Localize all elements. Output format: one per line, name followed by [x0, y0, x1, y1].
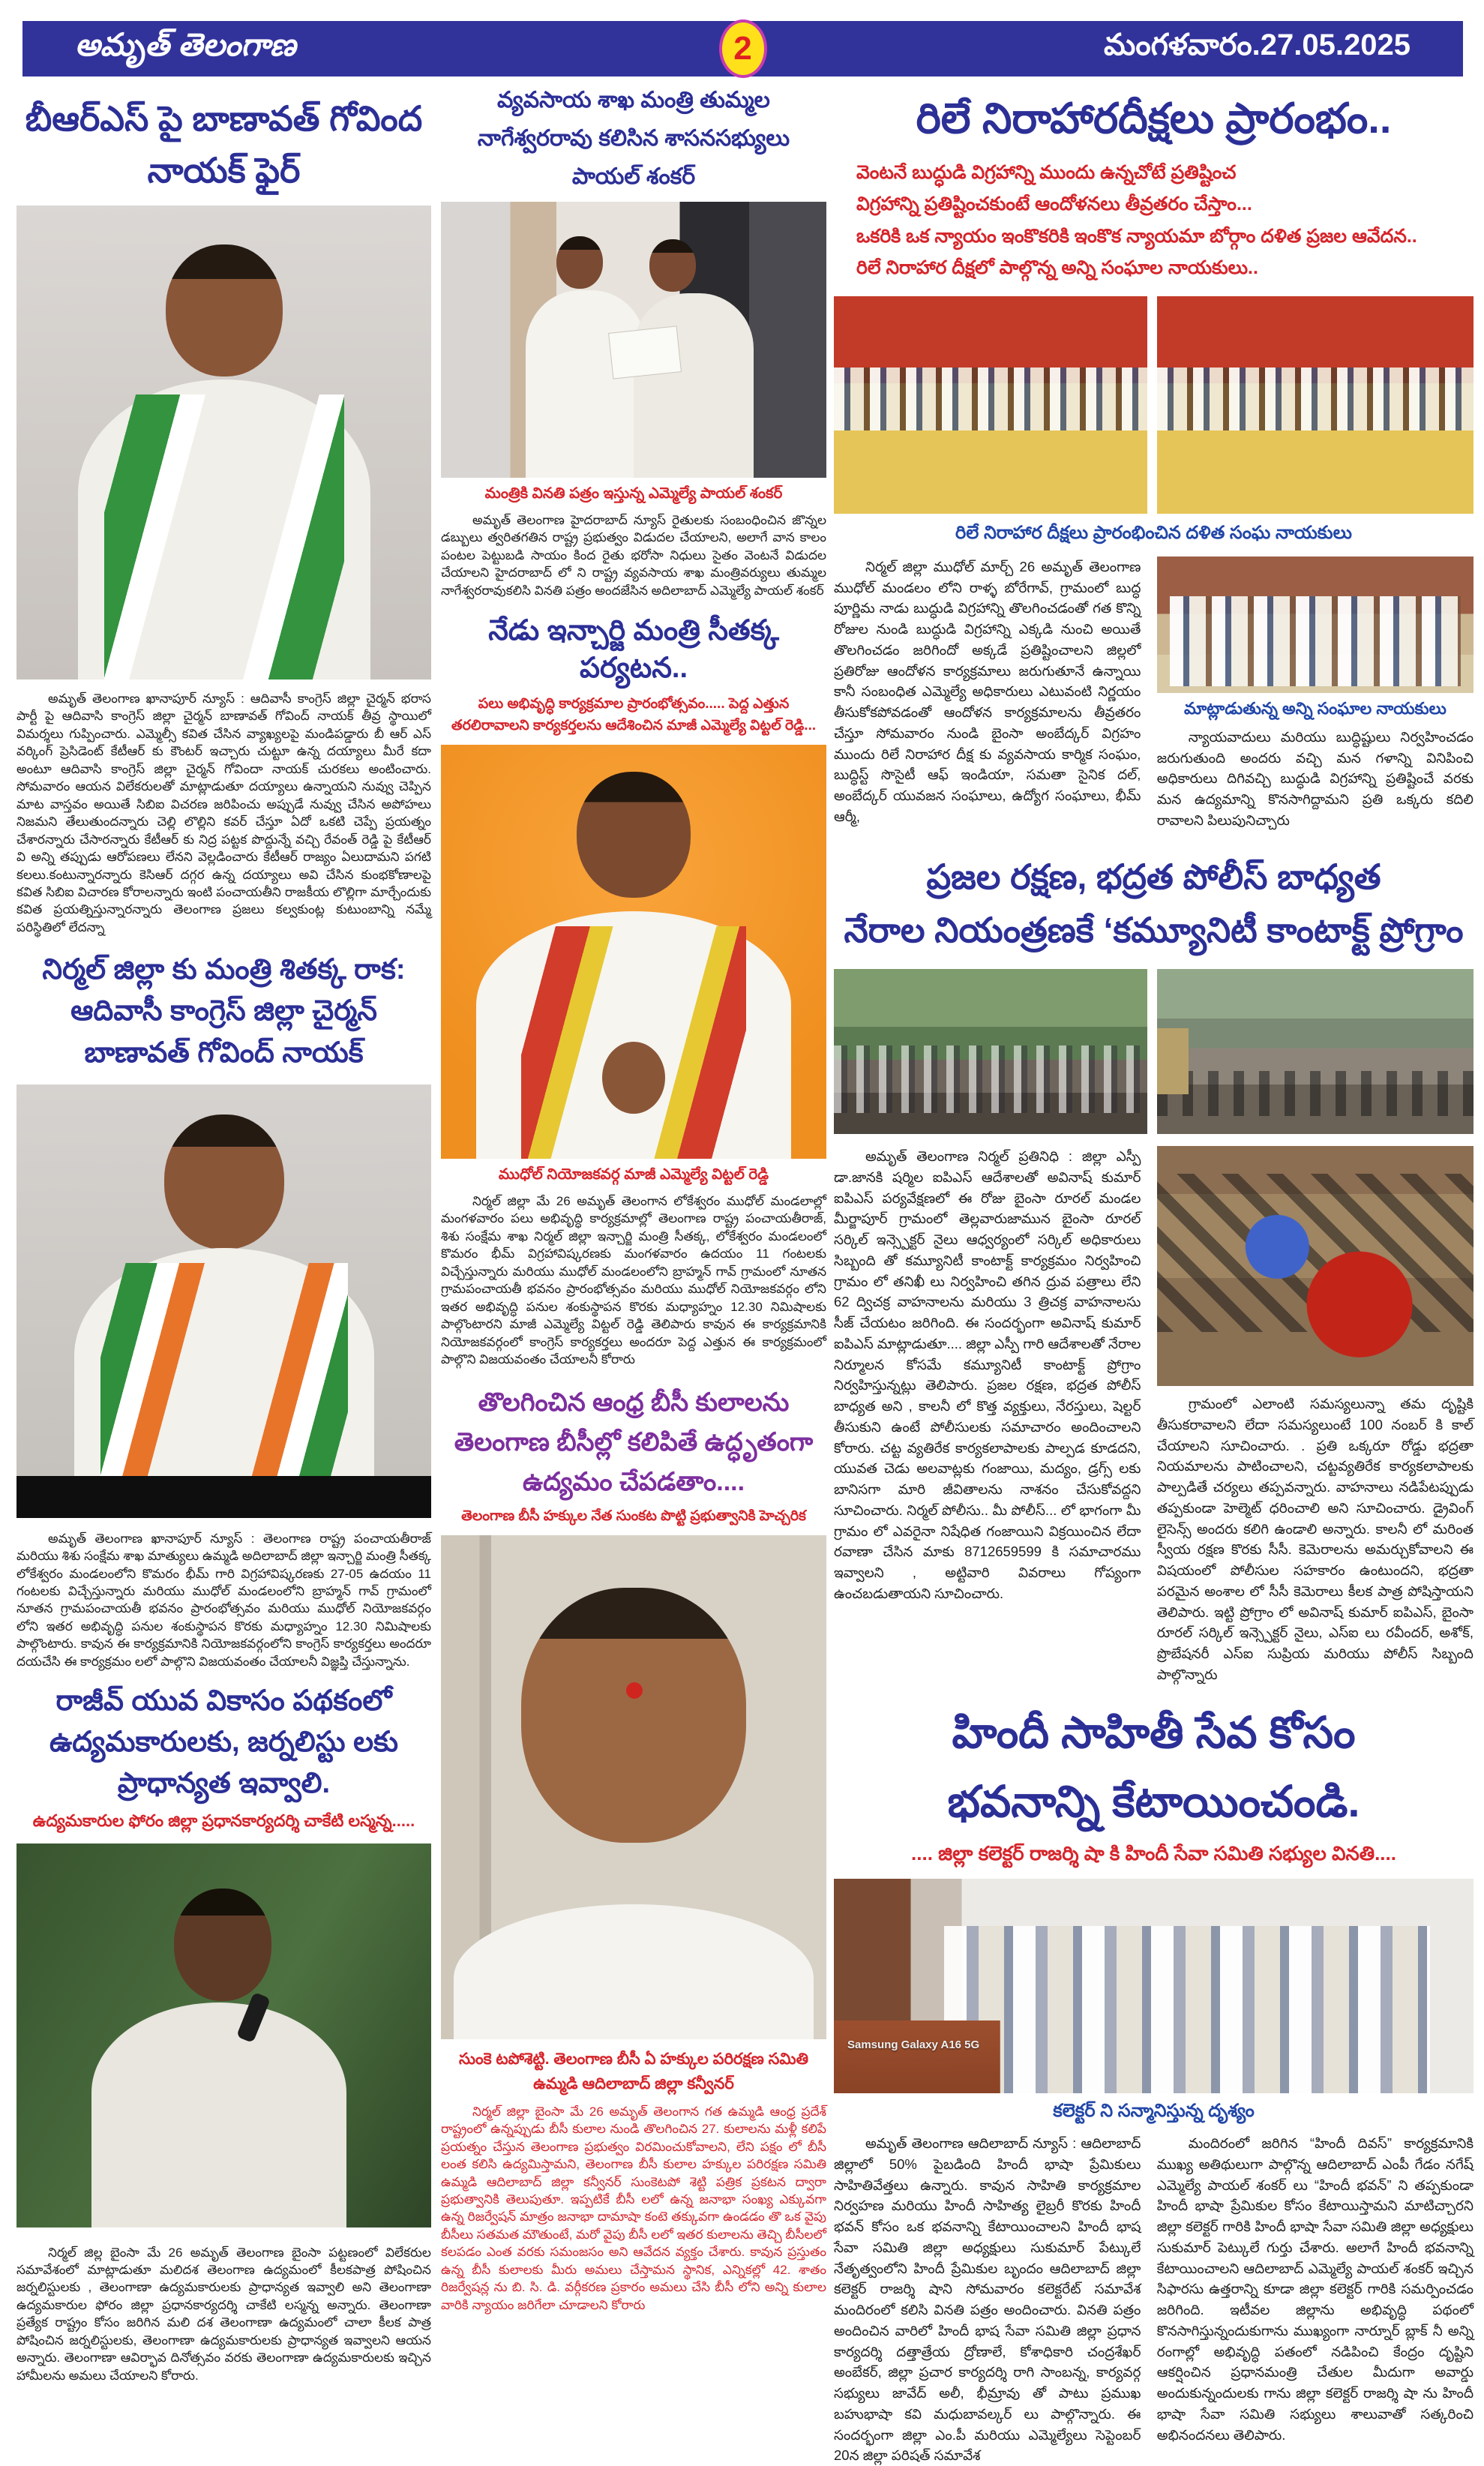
page-number-badge: 2 [719, 20, 767, 78]
deck-hindi-request: .... జిల్లా కలెక్టర్ రాజర్శి షా కి హిందీ సేవా సమితి సభ్యుల వినతి.... [911, 1842, 1396, 1865]
community-headline-block [834, 850, 1474, 958]
headline-community-line1: ప్రజల రక్షణ, భద్రత పోలీస్ బాధ్యత [926, 856, 1381, 896]
body-bc-article: నిర్మల్ జిల్లా బైంసా మే 26 అమృత్ తెలంగాన గత ఉమ్మడి ఆంధ్ర ప్రదేశ్ రాష్ట్రంలో ఉన్నప్పుడు బీసీ కులాల నుండి తొలగించిన 27. కులాలను మళ్లీ కలిపే ప్రయత్నం చేస్తున తెలంగాణ ప్రభుత్వం విరమించుకోవాలని, లేని పక్షం లో బీసీ లంత కలిసి ఉద్యమిస్తామని, తెలంగాణ బీసీ కులాల హక్కుల పరిరక్షణ సమితి ఉమ్మడి ఆదిలాబాద్ జిల్లా కన్వీనర్ సుంకెటపో శెట్టి పత్రిక ప్రకటన ద్వారా ప్రభుత్వానికి తెలుపుతూ. ఇప్పటికే బీసీ లలో ఉన్న జనాభా సంఖ్య ఎక్కువగా ఉన్న రిజర్వేషన్ మాత్రం జనాభా దామాషా కంటె తక్కువగా ఉండడం తొ ఒక వైపు బీసీలు సతమత మౌతుంటే, మరో వైపు బీసీ లలో ఇతర కులాలను తెచ్చి బీసీలలో కలపడం ఎంత వరకు సమంజసం అని ఆవేదన వ్యక్తం చేశారు. కావున ప్రస్తుతం ఉన్న బీసీ కులాలకు మీరు అమలు చేస్తామన స్థానిక, ఎన్నికల్లో 42. శాతం రిజర్వేషన్ల ను బి. సి. డి. వర్గీకరణ ప్రకారం అమలు చేసి బీసీ లోని అన్ని కులాల వారికి న్యాయం జరిగేలా చూడాలని కోరారు [441, 2104, 826, 2312]
photo-govind-nayak-portrait [16, 1084, 431, 1518]
relay-right-block [1157, 556, 1474, 831]
date-line: మంగళవారం.27.05.2025 [1104, 28, 1411, 62]
middle-column [441, 81, 826, 2314]
body-rajiv-article: నిర్మల్ జిల్ల బైంసా మే 26 అమృత్ తెలంగాణ బైంసా పట్టణంలో విలేకరుల సమావేశంలో మాట్లాడుతూ మలిదశ తెలంగాణ ఉద్యమంలో కీలకపాత్ర పోషించిన జర్నలిస్టులకు , తెలంగాణా ఉద్యమకారులకు ప్రాధాన్యత ఇవ్వాలి అని తెలంగాణా ఉద్యమకారుల ఫోరం జిల్లా ప్రధానకార్యదర్శి చాకేటి లస్మన్న అన్నారు. తెలంగాణా ప్రత్యేక రాష్ట్రం కోసం జరిగిన మలి దశ తెలంగాణా ఉద్యమంలో చాలా కీలక పాత్ర పోషించిన జర్నలిస్టులకు, తెలంగాణా ఉద్యమకారులకు ప్రాధాన్యత ఇవ్వాలని ఆయన అన్నారు. తెలంగాణా ఆవిర్భావ దినోత్సవం వరకు తెలంగాణా ఉద్యమకారులకు ఇచ్చిన హామీలను అమలు చేయాలని కోరారు. [16, 2245, 431, 2383]
kicker-rajiv-yuva: ఉద్యమకారుల ఫోరం జిల్లా ప్రధానకార్యదర్శి చాకేటి లస్మన్న..... [32, 1810, 415, 1830]
caption-payal-shankar: మంత్రికి వినతి పత్రం ఇస్తున్న ఎమ్మెల్యే పాయల్ శంకర్ [484, 485, 783, 502]
photo-community-crowd [834, 969, 1147, 1134]
relay-photos-row [834, 296, 1474, 514]
subhead-sitakka-visit: నిర్మల్ జిల్లా కు మంత్రి శితక్క రాక: ఆదివాసీ కాంగ్రెస్ జిల్లా చైర్మన్ బాణావత్ గోవింద్ నాయక్ [42, 954, 406, 1069]
photo-collector-felicitation [834, 1879, 1474, 2093]
body-sitakka-tour: నిర్మల్ జిల్లా మే 26 అమృత్ తెలంగాన లోకేశ్వరం ముధోల్ మండలాల్లో మంగళవారం పలు అభివృద్ధి కార్యక్రమాల్లో తెలంగాణ రాష్ట్ర పంచాయతీరాజ్, శిశు సంక్షేమ శాఖ నిర్మల్ జిల్లా ఇన్చార్జి మంత్రి సీతక్క, లోకేశ్వరం మండలంలో కొమరం భీమ్ విగ్రహావిష్కరణకు మంగళవారం ఉదయం 11 గంటలకు విచ్చేస్తున్నారు మరియు ముధోల్ మండలంలోని బ్రాహ్మన్ గావ్ గ్రామంలో నూతన గ్రామపంచాయతీ భవనం ప్రారంభోత్సవం మరియు ముధోల్ నియోజకవర్గం లోని ఇతర అభివృద్ధి పనుల శంకుస్థాపన కొరకు మధ్యాహ్నం 12.30 నిమిషాలకు పాల్గొంటారని మాజీ ఎమ్మెల్యే విట్టల్ రెడ్డి తెలిపారు కావున ఈ కార్యక్రమానికి నియోజకవర్గంలో కాంగ్రెస్ కార్యకర్తలు అందరూ పెద్ద ఎత్తున ఈ కార్యక్రమంలో పాల్గొని విజయవంతం చేయాలనీ కోరారు [441, 1193, 826, 1366]
community-body-grid [834, 1146, 1474, 1685]
left-column [16, 88, 431, 2384]
photo-chaketi-laxmanna [16, 1844, 431, 2228]
caption-collector-felicitation: కలెక్టర్ ని సన్మానిస్తున్న దృశ్యం [1053, 2101, 1255, 2122]
caption-relay-leaders: రిలే నిరాహార దీక్షలు ప్రారంభించిన దళిత సంఘ నాయకులు [955, 522, 1352, 543]
relay-deck-line: వెంటనే బుద్ధుడి విగ్రహాన్ని ముందు ఉన్నచోటే ప్రతిష్టించ [856, 161, 1237, 183]
photo-relay-tent-2 [1157, 296, 1474, 514]
caption-speaking-leaders: మాట్లాడుతున్న అన్ని సంఘాల నాయకులు [1183, 698, 1447, 718]
headline-community-line2: నేరాల నియంత్రణకే ‘కమ్యూనిటీ కాంటాక్ట్ ప్రోగ్రాం [844, 910, 1464, 950]
photo-vittal-reddy [441, 745, 826, 1159]
headline-hindi-line1: హిందీ సాహితీ సేవ కోసం [952, 1708, 1356, 1757]
deck-bc-agitation: తెలంగాణ బీసీ హక్కుల నేత సుంకట పొట్టి ప్రభుత్వానికి హెచ్చరిక [461, 1508, 806, 1524]
body-hindi-left: అమృత్ తెలంగాణ ఆదిలాబాద్ న్యూస్ : ఆదిలాబాద్ జిల్లాలో 50% పైబడింది హిందీ భాషా ప్రేమికులు సాహితివేత్తలు ఉన్నారు. కావున సాహితి కార్యక్రమాల నిర్వహణ మరియు హిందీ సాహిత్య లైబ్రరీ కొరకు హిందీ భవన్ కోసం ఒక భవనాన్ని కేటాయించాలని హిందీ భాష సేవా సమితి జిల్లా అధ్యక్షులు సుకుమార్ పేట్కులే నేతృత్వంలోని హిందీ ప్రేమికుల బృందం ఆదిలాబాద్ జిల్లా కలెక్టర్ రాజర్శి షాని సోమవారం కలెక్టరేట్ సమావేశ మందిరంలో కలిసి వినతి పత్రం అందించారు. వినతి పత్రం అందించిన వారిలో హిందీ భాష సేవా సమితి జిల్లా ప్రధాన కార్యదర్శి దత్తాత్రేయ ద్రోణాలే, కోశాధికారి చంద్రశేఖర్ అంబేకర్, జిల్లా ప్రచార కార్యదర్శి రాగి సాంబన్న, కార్యవర్గ సభ్యులు జావేద్ అలీ, భీమ్రావు తో పాటు ప్రముఖ బహుభాషా కవి మధుబావల్కర్ లు పాల్గొన్నారు. ఈ సందర్భంగా జిల్లా ఎం.పీ మరియు ఎమ్మెల్యేలు సెప్టెంబర్ 20న జిల్లా పరిషత్ సమావేశ [834, 2135, 1141, 2464]
community-right-block [1157, 1146, 1474, 1685]
photo-sunke-tapposhetty [441, 1535, 826, 2039]
photo-minister-meeting [441, 202, 826, 478]
paper-title: అమృత్ తెలంగాణ [75, 26, 296, 62]
caption-vittal-reddy: ముధోల్ నియోజకవర్గ మాజీ ఎమ్మెల్యే విట్టల్ రెడ్డి [498, 1166, 769, 1183]
headline-relay-strike: రిలే నిరాహారదీక్షలు ప్రారంభం.. [916, 94, 1392, 142]
headline-brs-fire: బీఆర్ఎస్ పై బాణావత్ గోవింద నాయక్ ఫైర్ [25, 99, 423, 190]
relay-body-grid [834, 556, 1474, 831]
body-relay-left: నిర్మల్ జిల్లా ముధోల్ మార్చ్ 26 అమృత్ తెలంగాణ ముధోల్ మండలం లోని రాళ్ళ బోరేగావ్, గ్రామంలో బుద్ధ పూర్ణిమ నాడు బుద్ధుడి విగ్రహాన్ని తొలగించడంతో గత కొన్ని రోజుల నుండి బుద్ధుడి విగ్రహాన్ని ఎక్కడి నుంచి అయితే తొలగించడం జరిగిందో అక్కడే ప్రతిష్టించాలని జిల్లలో ప్రతిరోజు ఆందోళన కార్యక్రమాలు జరుగుతూనే ఉన్నాయి కానీ సంబంధిత ఎమ్మెల్యే అధికారులు ఎటువంటి నిర్ణయం తీసుకోకపోవడంతో ఆందోళన కార్యక్రమాలను తీవ్రతరం చేస్తూ సోమవారం నుండి బైంసా అంబేద్కర్ విగ్రహం ముందు రిలే నిరాహార దీక్ష కు వ్యవసాయ కార్మిక సంఘం, బుద్ధిస్ట్ సొసైటీ ఆఫ్ ఇండియా, సమతా సైనిక దల్, అంబేద్కర్ యువజన సంఘాలు, ఉద్యోగ సంఘాలు, భీమ్ ఆర్మీ, [834, 558, 1141, 824]
deck-sitakka-tour: పలు అభివృద్ధి కార్యక్రమాల ప్రారంభోత్సవం..... పెద్ద ఎత్తున తరలిరావాలని కార్యకర్తలను ఆదేశించిన మాజీ ఎమ్మెల్యే విట్టల్ రెడ్డి... [451, 696, 817, 734]
photo-sangha-leaders-group [1157, 556, 1474, 693]
headline-thummala-meet: వ్యవసాయ శాఖ మంత్రి తుమ్మల నాగేశ్వరరావు కలిసిన శాసనసభ్యులు పాయల్ శంకర్ [477, 88, 790, 189]
photo-watermark: Samsung Galaxy A16 5G [847, 2038, 980, 2052]
relay-deck-line: విగ్రహాన్ని ప్రతిష్టించకుంటే ఆందోళనలు తీవ్రతరం చేస్తాం... [856, 194, 1252, 215]
photo-banavath-govind-nayak [16, 206, 431, 680]
headline-bc-agitation: తొలగించిన ఆంధ్ర బీసీ కులాలను తెలంగాణ బీసీల్లో కలిపితే ఉద్ధృతంగా ఉద్యమం చేపడతాం.... [454, 1388, 814, 1496]
relay-deck-line: ఒకరికి ఒక న్యాయం ఇంకొకరికి ఇంకొక న్యాయమా బోర్గాం దళిత ప్రజల ఆవేదన.. [856, 225, 1417, 247]
body-relay-right: న్యాయవాదులు మరియు బుద్ధిష్టులు నిర్వహించడం జరుగుతుంది అందరు వచ్చి మన గళాన్ని వినిపించి అధికారులు దిగివచ్చి బుద్ధుడి విగ్రహాన్ని ప్రతిష్టించే వరకు మన ఉద్యమాన్ని కొనసాగిద్దామని ప్రతి ఒక్కరు కదిలి రావాలని పిలుపునిచ్చారు [1156, 728, 1474, 828]
photo-relay-tent-1 [834, 296, 1147, 514]
hindi-body-grid [834, 2133, 1474, 2466]
headline-rajiv-yuva: రాజీవ్ యువ వికాసం పథకంలో ఉద్యమకారులకు, జర్నలిస్టు లకు ప్రాధాన్యత ఇవ్వాలి. [49, 1685, 399, 1800]
body-brs-article: అమృత్ తెలంగాణ ఖానాపూర్ న్యూస్ : ఆదివాసీ కాంగ్రెస్ జిల్లా చైర్మన్ భరాస పార్టీ పై ఆదివాసి కాంగ్రెస్ జిల్లా చైర్మన్ బాణావత్ గోవింద్ నాయక్ తీవ్ర స్థాయిలో విమర్శలు గుప్పించారు. ఎమ్మెల్సీ కవిత చేసిన వ్యాఖ్యలపై మండిపడ్డారు బీ ఆర్ ఎస్ వర్కింగ్ ప్రెసిడెంట్ కేటీఆర్ కు కౌంటర్ ఇచ్చారు చుట్టూ ఉన్న దయ్యాలు మీరే కదా అంటూ ఆదివాసి కాంగ్రెస్ జిల్లా చైర్మన్ గోవిందా నాయక్ చురకలు అంటించారు. సోమవారం ఆయన విలేకరులతో మాట్లాడుతూ దయ్యాలు ఉన్నాయని నువ్వు చెప్పిన మాట వాస్తవం అయితే సిబిఐ విచరణ జరిపించు అప్పుడే నువ్వు చేసిన అపోహలు నిజమని తేలుతుందన్నారు చెల్లి లొల్లిని కవర్ చేస్తూ ఏదో ఒకటి చెప్పే ప్రయత్నం చేశారన్నారు చేసారన్నారు కేటీఆర్ కు నిద్ర పట్టక పొద్దున్నే వచ్చి రేవంత్ రెడ్డి పై కేటీఆర్ వి అన్ని తప్పుడు ఆరోపణలు లేనని వెల్లడించారు కేటీఆర్ రాజ్యం ఏలుదామని పగటి కలలు.కంటున్నారన్నారు కెసిఆర్ దగ్గర ఉన్న దయ్యాలు అవి చేసిన కుంభకోణాలపై కవిత సిబిఐ విచారణ కోరాలన్నారు ఇంటి పంచాయతీని రాజకీయ లొల్లిగా మార్చేందుకు కవిత ప్రయత్నిస్తున్నారన్నారు తెలంగాణ ప్రజలు కల్వకుంట్ల కుటుంబాన్ని నమ్మే పరిస్థితిలో లేదన్నా [16, 692, 431, 934]
photo-community-police [1157, 969, 1474, 1134]
photo-seized-bikes [1157, 1146, 1474, 1386]
headline-sitakka-tour: నేడు ఇన్చార్జి మంత్రి సీతక్క పర్యటన.. [488, 615, 779, 684]
headline-hindi-line2: భవనాన్ని కేటాయించండి. [947, 1778, 1360, 1827]
body-community-right: గ్రామంలో ఎలాంటి సమస్యలున్నా తమ దృష్టికి తీసుకరావాలని లేదా సమస్యలుంటే 100 నంబర్ కి కాల్ చేయాలని సూచించారు. . ప్రతి ఒక్కరూ రోడ్డు భద్రతా నియమాలను పాటించాలని, చట్టవ్యతిరేక కార్యకలాపాలకు పాల్పడితే చర్యలు తప్పవన్నారు. వాహనాలు నడిపేటప్పుడు తప్పకుండా హెల్మెట్ ధరించాలి అని సూచించారు. డ్రైవింగ్ లైసెన్స్ అందరు కలిగి ఉండాలి అన్నారు. కాలనీ లో మరింత స్వీయ రక్షణ కొరకు సీసీ. కెమెరాలను అమర్చుకోవాలని ఈ విషయంలో పోలీసుల సహకారం ఉంటుందని, భద్రతా పరమైన అంశాల లో సీసీ కెమెరాలు కీలక పాత్ర పోషిస్తాయని తెలిపారు. ఇట్టి ప్రోగ్రాం లో అవినాష్ కుమార్ ఐపిఎస్, బైంసా రూరల్ సర్కిల్ ఇన్స్పెక్టర్ నైలు, ఎస్ఐ లు రవీందర్, అశోక్, ప్రొబేషనరీ ఎస్ఐ సుప్రియ మరియు పోలీస్ సిబ్బంది పాల్గొన్నారు [1156, 1396, 1474, 1682]
relay-deck-block [834, 157, 1474, 284]
body-community-left: అమృత్ తెలంగాణ నిర్మల్ ప్రతినిధి : జిల్లా ఎస్పీ డా.జానకి షర్మిల ఐపిఎస్ ఆదేశాలతో అవినాష్ కుమార్ ఐపిఎస్ పర్యవేక్షణలో ఈ రోజు బైంసా రూరల్ మండల మీర్జాపూర్ గ్రామంలో తెల్లవారుజామున బైంసా రూరల్ సర్కిల్ ఇన్స్పెక్టర్ నైలు ఆధ్వర్యంలో సర్కిల్ అధికారులు సిబ్బంది తో కమ్యూనిటీ కాంటాక్ట్ కార్యక్రమం నిర్వహించి గ్రామం లో తనిఖీ లు నిర్వహించి తగిన ద్రువ పత్రాలు లేని 62 ద్విచక్ర వాహనాలను మరియు 3 త్రిచక్ర వాహనాలసు సీజ్ చేయటం జరిగింది. ఈ సందర్భంగా అవినాష్ కుమార్ ఐపిఎస్ మాట్లాడుతూ.... జిల్లా ఎస్పీ గారి ఆదేశాలతో నేరాల నిర్మూలన కోసమే కమ్యూనిటీ కాంటాక్ట్ ప్రోగ్రాం నిర్వహిస్తున్నట్లు తెలిపారు. ప్రజల రక్షణ, భద్రత పోలీస్ బాధ్యత అని , కాలనీ లో కొత్త వ్యక్తులు, నేరస్తులు, షెల్టర్ తీసుకుని ఉంటే పోలీసులకు సమాచారం అందించాలని కోరారు. చట్ట వ్యతిరేక కార్యకలాపాలకు పాల్పడ కూడదని, యువత చెడు అలవాట్లకు గంజాయి, మద్యం, డ్రగ్స్ లకు బానిసగా మారి జీవితాలను నాశనం చేసుకోవద్దని సూచించారు. నిర్మల్ పోలీసు.. మీ పోలీస్... లో భాగంగా మీ గ్రామం లో ఎవరైనా నిషేధిత గంజాయిని విక్రయించిన లేదా రవాణా చేసిన మాకు 8712659599 కి సమాచారము ఇవ్వాలని , అట్టివారి వివరాలు గోప్యంగా ఉంచబడుతాయని సూచించారు. [834, 1148, 1141, 1601]
relay-deck-line: రిలే నిరాహార దీక్షలో పాల్గొన్న అన్ని సంఘాల నాయకులు.. [856, 257, 1258, 279]
community-photos-row [834, 969, 1474, 1134]
body-sitakka-article: అమృత్ తెలంగాణ ఖానాపూర్ న్యూస్ : తెలంగాణ రాష్ట్ర పంచాయతీరాజ్ మరియు శిశు సంక్షేమ శాఖ మాత్యులు ఉమ్మడి అదిలాబాద్ జిల్లా ఇన్చార్జి మంత్రి సీతక్క లోకేశ్వరం మండలంలోని కొమరం భీమ్ గారి విగ్రహావిష్కరణకు 27-05 ఉదయం 11 గంటలకు విచ్చేస్తున్నారు మరియు ముధోల్ మండలంలోని బ్రాహ్మన్ గావ్ గ్రామంలో నూతన గ్రామపంచాయతీ భవనం ప్రారంభోత్సవం మరియు ముధోల్ నియోజకవర్గం లోని ఇతర అభివృద్ధి పనుల శంకుస్థాపన కొరకు మధ్యాహ్నం 12.30 నిమిషాలకు పాల్గొంటారు. కావున ఈ కార్యక్రమానికి నియోజకవర్గంలోని కాంగ్రెస్ కార్యకర్తలు అందరూ దయచేసి ఈ కార్యక్రమం లలో పాల్గొని విజయవంతం చేయాలనీ విజ్ఞప్తి చేస్తున్నాను. [16, 1531, 431, 1669]
right-column [834, 92, 1474, 2466]
caption-sunke-tapposhetty: సుంకె టపోశెట్టి. తెలంగాణ బీసీ ఏ హక్కుల పరిరక్షణ సమితి ఉమ్మడి ఆదిలాబాద్ జిల్లా కన్వీనర్ [458, 2050, 809, 2093]
hindi-headline-block [834, 1699, 1474, 1838]
masthead [22, 21, 1463, 76]
body-thummala-article: అమృత్ తెలంగాణ హైదరాబాద్ న్యూస్ రైతులకు సంబంధించిన జొన్నల డబ్బులు త్వరితగతిన రాష్ట్ర ప్రభుత్వం విడుదల చేయాలని, అలాగే వాన కాలం పంటల పెట్టుబడి సాయం కింద రైతు భరోసా నిధులు సైతం వెంటనే విడుదల చేయాలని హైదరాబాద్ లో ని రాష్ట్ర వ్యవసాయ శాఖ మంత్రివర్యులు తుమ్మల నాగేశ్వరరావుకలిసి వినతి పత్రం అందజేసిన అదిలాబాద్ ఎమ్మెల్యే పాయల్ శంకర్ [441, 513, 826, 598]
body-hindi-right: మందిరంలో జరిగిన “హిందీ దివస్” కార్యక్రమానికి ముఖ్య అతిథులుగా పాల్గొన్న ఆదిలాబాద్ ఎంపీ గేడం నగేష్ ఎమ్మెల్యే పాయల్ శంకర్ లు “హిందీ భవన్” ని తప్పకుండా హిందీ భాషా ప్రేమికుల కోసం కేటాయిస్తామని మాటిచ్చారని జిల్లా కలెక్టర్ గారికి హిందీ భాషా సేవా సమితి జిల్లా అధ్యక్షులు సుకుమార్ పెట్కులే గుర్తు చేశారు. అలాగే హిందీ భవనాన్ని కేటాయించాలని ఆదిలాబాద్ ఎమ్మెల్యే పాయల్ శంకర్ ఇచ్చిన సిఫారసు ఉత్తరాన్ని కూడా జిల్లా కలెక్టర్ గారికి సమర్పించడం జరిగింది. ఇటీవల జిల్లాను అభివృద్ధి పథంలో కొనసాగిస్తున్నందుకుగాను ముఖ్యంగా నార్నూర్ బ్లాక్ నీ అన్ని రంగాల్లో అభివృద్ధి పతంలో నడిపించి కేంద్రం దృష్టిని ఆకర్షించిన ప్రధానమంత్రి చేతుల మీదుగా అవార్డు అందుకున్నందులకు గాను జిల్లా కలెక్టర్ రాజర్శి షా ను హిందీ భాషా సేవా సమితి సభ్యులు శాలువాతో సత్కరించి అభినందనలు తెలిపారు. [1156, 2135, 1474, 2443]
